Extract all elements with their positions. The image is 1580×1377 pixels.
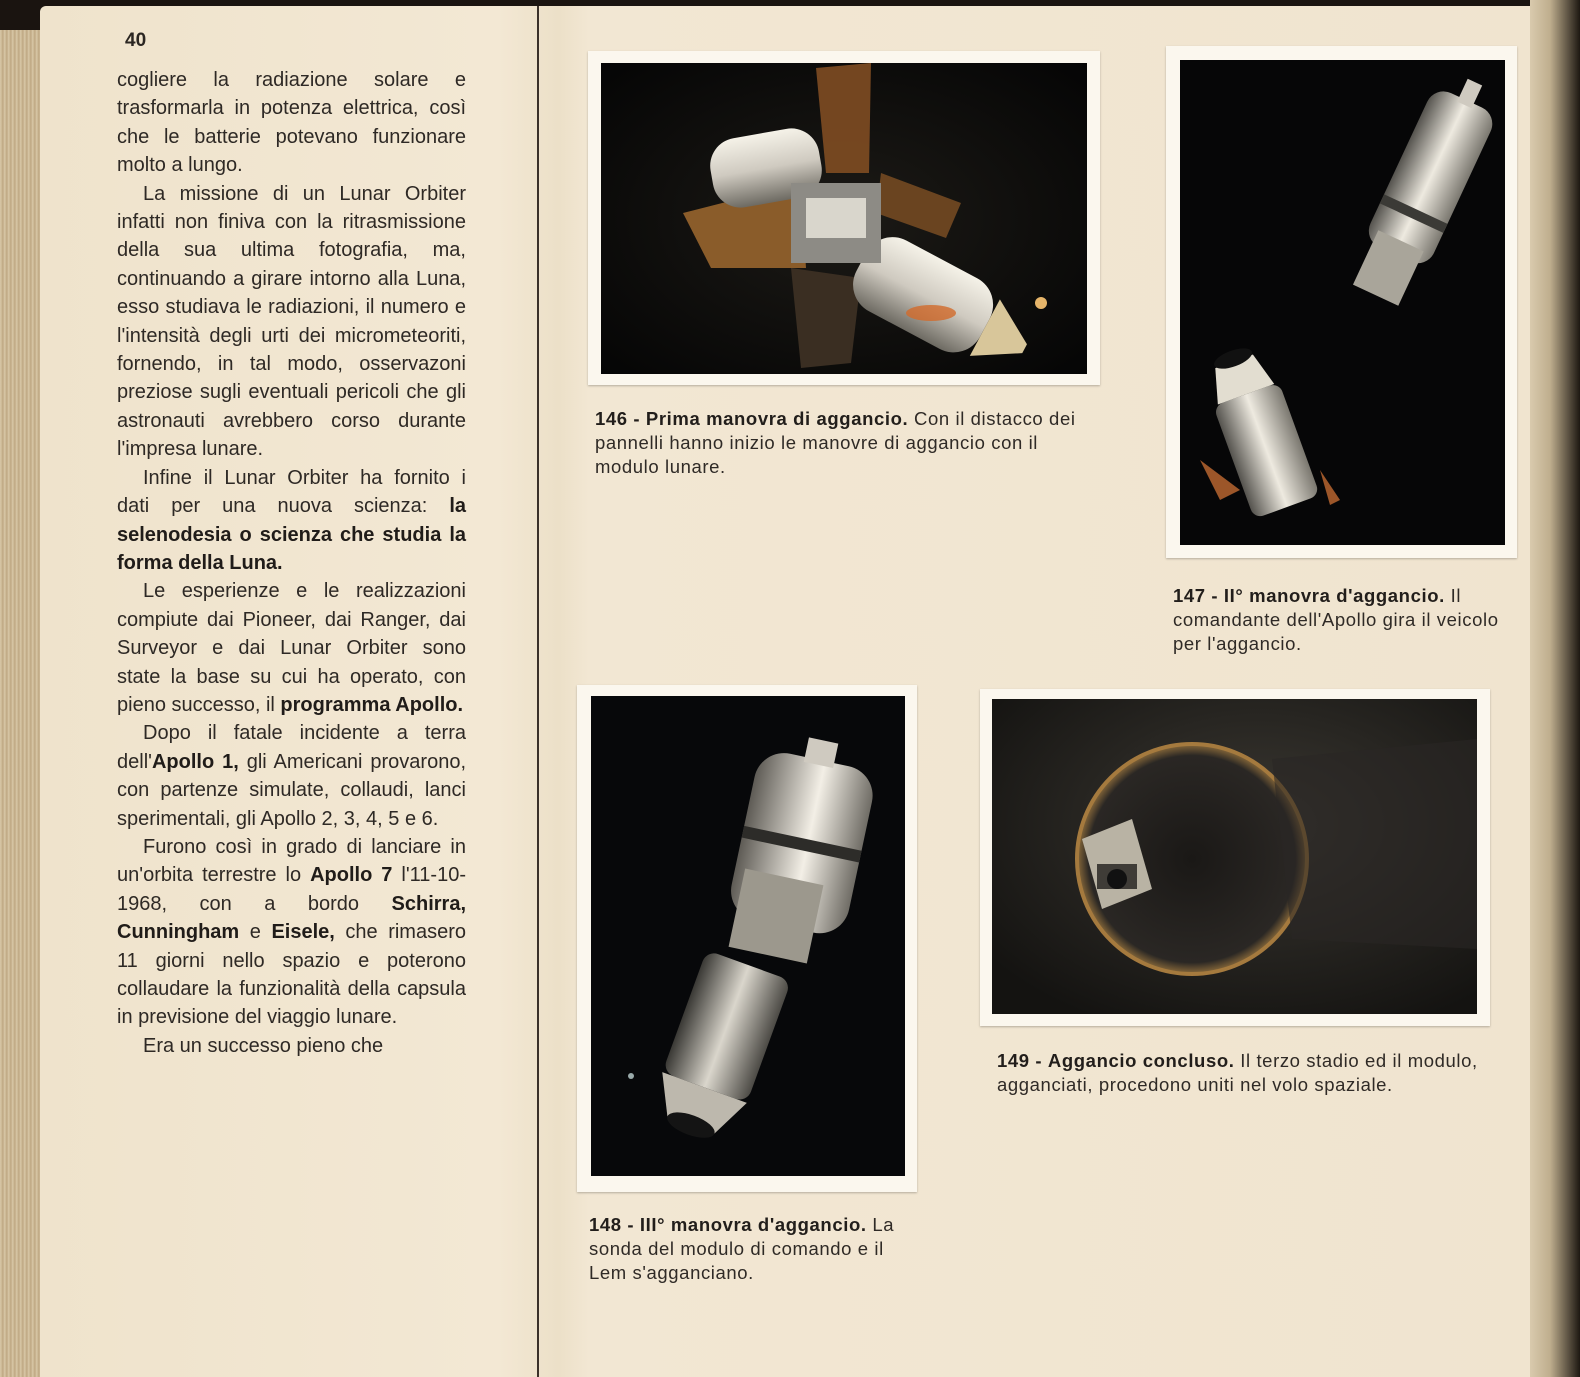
text-run: La missione di un Lunar Orbiter infatti non finiva con la ritrasmissione della sua ultima fotografia, ma, continuando a girare intorno alla Luna, esso studiava le radiazioni, il numero e l'intensità degli urti dei micrometeoriti, fornendo, in tal modo, osservazoni preziose sugli eventuali pericoli che gli astronauti avrebbero corso durante l'impresa lunare. [117,182,466,461]
body-paragraph [117,577,466,719]
caption-147-title: II° manovra d'aggancio. [1223,585,1445,606]
text-run: e [239,921,272,944]
bold-phrase: la selenodesia o scienza che studia la forma della Luna. [117,495,466,574]
caption-147-number: 147 - [1173,585,1219,606]
illustration-146 [601,63,1087,374]
caption-149-text: Il terzo stadio ed il modulo, agganciati, procedono uniti nel volo spaziale. [997,1050,1478,1095]
text-run: Infine il Lunar Orbiter ha fornito i dati per una nuova scienza: [117,466,466,518]
text-run: Le esperienze e le realizzazioni compiute dai Pioneer, dai Ranger, dai Surveyor e dai Lunar Orbiter sono state la base su cui ha operato, con pieno successo, il [117,580,466,716]
body-paragraph [117,180,466,464]
docked-stage-image [992,699,1477,1014]
bold-phrase: Eisele, [271,921,335,944]
text-run: che rimasero 11 giorni nello spazio e poterono collaudare la funzionalità della capsula in previsione del viaggio lunare. [117,921,466,1029]
caption-148-text: La sonda del modulo di comando e il Lem s'agganciano. [589,1214,895,1283]
text-run: l'11-10-1968, con a bordo [117,864,466,915]
caption-146-text: Con il distacco dei pannelli hanno inizio le manovre di aggancio con il modulo lunare. [595,408,1076,477]
body-paragraph [117,66,466,180]
caption-148 [589,1213,919,1285]
illustration-149 [992,699,1477,1014]
probe-docking-image [591,696,905,1176]
caption-146 [595,407,1085,479]
page-number: 40 [125,30,147,51]
caption-149-number: 149 - [997,1050,1043,1071]
body-paragraph [117,833,466,1032]
text-run: Furono così in grado di lanciare in un'orbita terrestre lo [117,835,466,887]
article-body-text [117,66,466,1060]
caption-146-number: 146 - [595,408,641,429]
body-paragraph [117,464,466,578]
body-paragraph [117,719,466,833]
caption-148-title: III° manovra d'aggancio. [639,1214,867,1235]
text-run: Dopo il fatale incidente a terra dell' [117,722,466,773]
text-run: gli Americani provarono, con partenze simulate, collaudi, lanci sperimentali, gli Apollo 2, 3, 4, 5 e 6. [117,750,467,830]
text-run: cogliere la radiazione solare e trasformarla in potenza elettrica, così che le batterie potevano funzionare molto a lungo. [117,69,466,177]
caption-149-title: Aggancio concluso. [1047,1050,1235,1071]
caption-149 [997,1049,1485,1097]
caption-148-number: 148 - [589,1214,635,1235]
spacecraft-panels-image [601,63,1087,374]
right-page-edge [1530,0,1580,1377]
caption-147 [1173,584,1518,656]
apollo-turning-image [1180,60,1505,545]
body-paragraph [117,1032,466,1060]
bold-phrase: programma Apollo. [280,693,464,716]
book-gutter-line [537,6,539,1377]
bold-phrase: Apollo 1, [151,750,239,773]
illustration-148 [591,696,905,1176]
bold-phrase: Schirra, Cunningham [117,892,466,944]
bold-phrase: Apollo 7 [310,864,393,887]
caption-147-text: Il comandante dell'Apollo gira il veicolo per l'aggancio. [1173,585,1499,654]
caption-146-title: Prima manovra di aggancio. [645,408,909,429]
illustration-147 [1180,60,1505,545]
text-run: Era un successo pieno che [143,1034,384,1057]
